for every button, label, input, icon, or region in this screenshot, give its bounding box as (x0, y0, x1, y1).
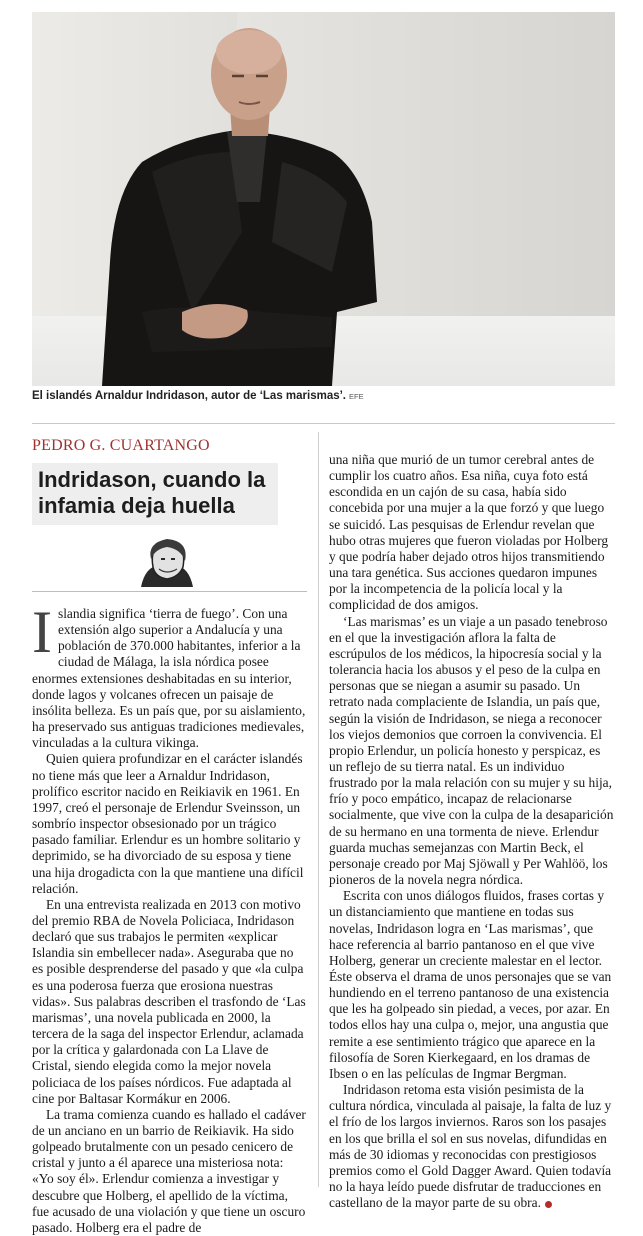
paragraph: ‘Las marismas’ es un viaje a un pasado tenebroso en el que la investigación aflora la falta de escrúpulos de los médicos, la hipocresía social y la tolerancia hacia los abusos y el peso de la culpa en personas que se niegan a asumir su pasado. Un retrato nada complaciente de Islandia, un país que, según la visión de Indridason, se niega a reconocer los viejos demonios que corroen la convivencia. El propio Erlendur, un policía honesto y perspicaz, es un reflejo de su tierra natal. Es un individuo frustrado por la mala relación con su mujer y su hija, frío y poco empático, incapaz de relacionarse socialmente, que vive con la culpa de la desaparición de su hermano en una tormenta de nieve. Erlendur guarda muchas semejanzas con Martin Beck, el personaje creado por Maj Sjöwall y Per Wahlöö, los pioneros de la novela negra nórdica. (329, 613, 614, 888)
paragraph: Islandia significa ‘tierra de fuego’. Con una extensión algo superior a Andalucía y una población de 370.000 habitantes, inferior a la ciudad de Málaga, la isla nórdica posee enormes extensiones deshabitadas en su interior, donde lagos y volcanes ofrecen un paisaje de insólita belleza. Es un país que, por su aislamiento, ha preservado sus antiguas tradiciones medievales, vinculadas a la cultura vikinga. (32, 599, 306, 751)
drop-cap: I (32, 599, 52, 665)
paragraph: Escrita con unos diálogos fluidos, frases cortas y un distanciamiento que mantiene en todas sus novelas, Indridason logra en ‘Las marismas’, que hace referencia al barrio pantanoso en el que vive Holberg, generar un creciente malestar en el lector. Éste observa el drama de unos personajes que se van hundiendo en el terreno pantanoso de una existencia que les ha golpeado sin piedad, a veces, por azar. En todos ellos hay una culpa o, mejor, una angustia que remite a ese sentimiento trágico que aparece en la filosofía de Soren Kierkegaard, en los dramas de Ibsen o en las películas de Ingmar Bergman. (329, 888, 612, 1081)
portrait-figure (32, 12, 615, 386)
photo-credit: EFE (349, 392, 364, 401)
paragraph: En una entrevista realizada en 2013 con motivo del premio RBA de Novela Policiaca, Indridason declaró que sus trabajos le permiten «explicar Islandia sin embellecer nada». Aseguraba que no es posible desprenderse del pasado y que «la culpa es una poderosa fuerza que erosiona nuestras vidas». Sus palabras describen el trasfondo de ‘Las marismas’, una novela publicada en 2000, la tercera de la saga del inspector Erlendur, aclamada por la crítica y galardonada con La Llave de Cristal, siendo elegida como la mejor novela policiaca de los países nórdicos. Fue adaptada al cine por Baltasar Kormákur en 2006. (32, 896, 306, 1106)
author-sketch-portrait (135, 537, 199, 587)
section-divider (32, 423, 615, 424)
author-byline: PEDRO G. CUARTANGO (32, 437, 210, 454)
paragraph: una niña que murió de un tumor cerebral antes de cumplir los cuatro años. Esa niña, cuya foto está escondida en un cajón de su casa, había sido concebida por una mujer a la que forzó y que luego se suicidó. Las pesquisas de Erlendur revelan que hubo otras mujeres que fueron violadas por Holberg y que podría haber dejado otros hijos transmitiendo una tara genética. Sus acciones quedaron impunes por la incompetencia de la policía local y la complicidad de dos amigos. (329, 452, 609, 613)
article-column-left (32, 599, 307, 1236)
paragraph: Quien quiera profundizar en el carácter islandés no tiene más que leer a Arnaldur Indridason, prolífico escritor nacido en Reikiavik en 1961. En 1997, creó el personaje de Erlendur Sveinsson, un sombrío inspector obsesionado por un trágico pasado familiar. Erlendur es un hombre solitario y deprimido, se ha divorciado de su esposa y tiene una hija drogadicta con la que mantiene una difícil relación. (32, 751, 304, 896)
end-of-article-icon (545, 1201, 552, 1208)
column-divider (318, 432, 319, 1187)
paragraph: La trama comienza cuando es hallado el cadáver de un anciano en un barrio de Reikiavik. Ha sido golpeado brutalmente con un pesado cenicero de cristal y junto a él aparece una misteriosa nota: «Yo soy él». Erlendur comienza a investigar y descubre que Holberg, el apellido de la víctima, fue acusado de una violación y que tiene un oscuro pasado. Holberg era el padre de (32, 1106, 306, 1235)
photo-caption (32, 390, 615, 402)
paragraph: Indridason retoma esta visión pesimista de la cultura nórdica, vinculada al paisaje, la falta de luz y el frío de los largos inviernos. Raros son los pasajes en los que brilla el sol en sus novelas, difundidas en más de 30 idiomas y reconocidas con prestigiosos premios como el Gold Dagger Award. Quien todavía no la haya leído puede disfrutar de traducciones en castellano de la mayor parte de su obra. (329, 1082, 612, 1211)
caption-text: El islandés Arnaldur Indridason, autor de ‘Las marismas’. (32, 390, 346, 402)
headline: Indridason, cuando la infamia deja huella (32, 463, 278, 525)
article-column-right (329, 452, 616, 1211)
author-photo (32, 12, 615, 386)
byline-divider (32, 591, 307, 592)
